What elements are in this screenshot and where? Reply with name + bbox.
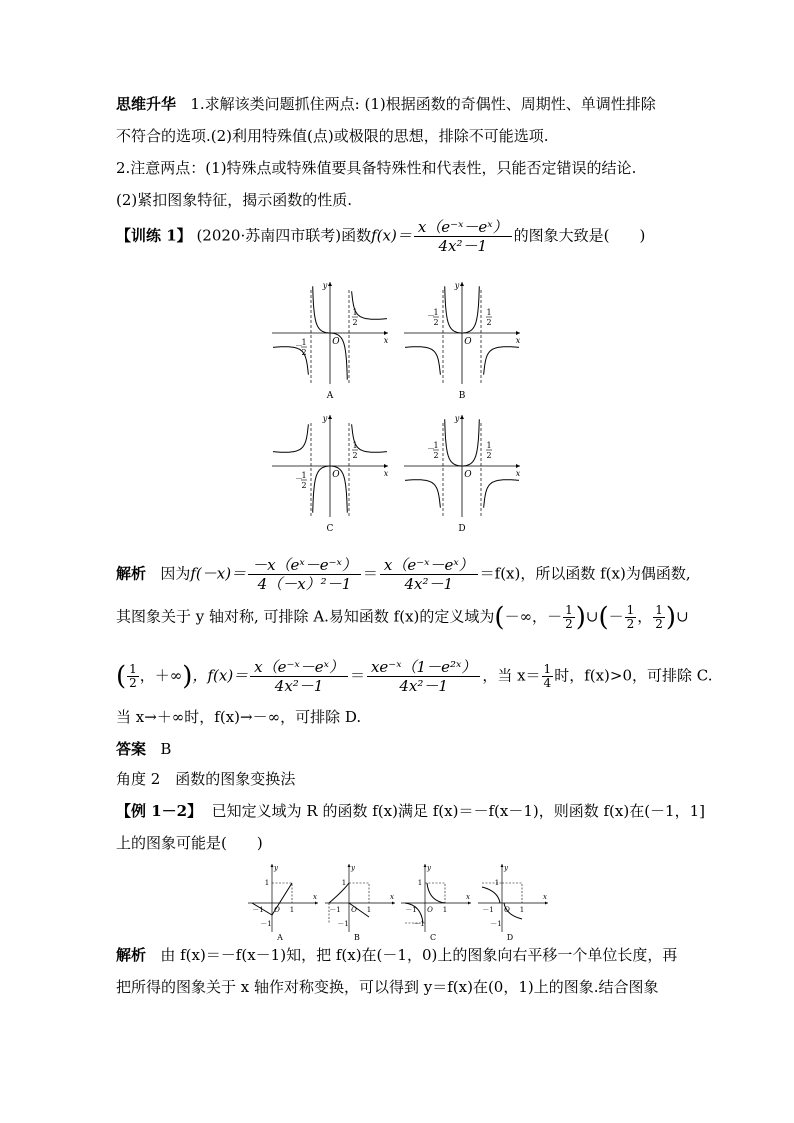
small-graph-letter-C: C [429, 933, 437, 942]
tick-half-pos-num: 1 [352, 441, 358, 450]
tick-half-neg-den: 2 [301, 481, 307, 490]
minus-sign-2: － [608, 607, 624, 626]
tick-minus-one-x: －1 [482, 906, 494, 914]
half-2-num: 1 [626, 603, 635, 617]
origin-label: O [504, 906, 510, 914]
half-4-den: 2 [129, 676, 137, 690]
x-axis-arrow [392, 902, 395, 905]
tick-half-pos-den: 2 [486, 318, 492, 327]
exercise-numerator: x（e⁻ˣ－eˣ） [414, 218, 512, 237]
exercise-intro: (2020·苏南四市联考)函数 [196, 226, 372, 245]
example-text-1: 已知定义域为 R 的函数 f(x)满足 f(x)＝－f(x－1)，则函数 f(x)在(－1，1] [211, 802, 705, 820]
curve-left [482, 887, 500, 903]
exercise-label: 【训练 1】 [116, 226, 192, 245]
small-graph-letter-A: A [277, 933, 283, 942]
x-axis-arrow [315, 902, 318, 905]
paren-open-1: ( [494, 602, 505, 633]
solution1-when: ，当 x＝ [482, 666, 541, 685]
x-axis-label: x [383, 336, 389, 345]
tick-minus-one-y: －1 [260, 920, 272, 928]
tick-half-neg-num: 1 [301, 471, 307, 480]
half-1-den: 2 [565, 617, 573, 631]
half-3-num: 1 [655, 603, 663, 617]
graph-letter-B: B [458, 391, 466, 401]
angle-heading: 角度 2 函数的图象变换法 [116, 770, 296, 788]
dashed-guide-top [272, 883, 292, 903]
graph-letter-A: A [326, 391, 334, 401]
exercise-tail: 的图象大致是( ) [513, 226, 646, 245]
tick-half-pos-num: 1 [486, 441, 492, 450]
x-label: x [543, 893, 547, 901]
x-label: x [313, 893, 317, 901]
tick-half-pos-num: 1 [352, 308, 358, 317]
dashed-guide-top [425, 883, 445, 903]
tick-minus-one-x: －1 [329, 906, 341, 914]
tick-half-neg-num: 1 [433, 441, 439, 450]
tick-neg-sign: － [427, 311, 435, 320]
solution1-frac4-num: xe⁻ˣ（1－e²ˣ） [367, 658, 480, 677]
tick-one-x: 1 [289, 906, 295, 914]
solution1-text-a: 因为 [160, 564, 191, 583]
solution1-frac3-den: 4x²－1 [274, 677, 324, 695]
small-graph-c [401, 864, 471, 942]
solution1-text-c: 其图象关于 y 轴对称, 可排除 A.易知函数 f(x)的定义域为 [116, 607, 495, 626]
note-text-1: 2.注意两点：(1)特殊点或特殊值要具备特殊性和代表性，只能否定错误的结论. [116, 159, 637, 177]
half-4-num: 1 [129, 662, 137, 676]
union-sign-1: ∪ [585, 607, 599, 626]
summary-text-1: 1.求解该类问题抓住两点: (1)根据函数的奇偶性、周期性、单调性排除 [190, 95, 656, 113]
curve-left [329, 883, 349, 903]
tick-one-y: 1 [264, 879, 270, 887]
summary-label: 思维升华 [116, 95, 177, 113]
solution1-exclude-d: 当 x→＋∞时，f(x)→－∞，可排除 D. [116, 708, 362, 726]
origin-label: O [427, 906, 433, 914]
example-label: 【例 1－2】 [116, 802, 203, 820]
answer-label: 答案 [116, 740, 147, 758]
solution1-text-b: ＝f(x)，所以函数 f(x)为偶函数, [479, 564, 691, 583]
tick-minus-one-y: －1 [413, 920, 425, 928]
curve-right [427, 883, 445, 903]
tick-half-neg-den: 2 [433, 451, 439, 460]
y-label: y [274, 864, 278, 872]
tick-half-neg-num: 1 [301, 338, 307, 347]
origin-label: O [332, 470, 340, 480]
half-1-num: 1 [565, 603, 573, 617]
minus-sign: － [547, 607, 563, 626]
paren-close-2: ) [665, 602, 677, 633]
x-axis-arrow [468, 902, 471, 905]
solution1-frac3-num: x（e⁻ˣ－eˣ） [250, 658, 348, 677]
solution1-line-2: 其图象关于 y 轴对称, 可排除 A.易知函数 f(x)的定义域为(－∞，－ $\frac{1}{2}$ )∪(－ $\frac{1}{2}$ ， $\frac{1}{2}$ )∪ [116, 602, 689, 633]
quarter-den: 4 [543, 676, 552, 690]
origin-label: O [351, 906, 357, 914]
solution1-frac4-den: 4x²－1 [399, 677, 448, 695]
example-text-2: 上的图象可能是( ) [116, 834, 263, 852]
paren-open-2: ( [598, 602, 609, 633]
tick-minus-one-y: －1 [337, 920, 349, 928]
y-label: y [427, 864, 431, 872]
y-axis-label: y [454, 414, 460, 423]
origin-label: O [464, 470, 472, 480]
graph-letter-C: C [326, 524, 334, 534]
tick-half-neg-den: 2 [301, 348, 307, 357]
union-sign-2: ∪ [676, 607, 689, 626]
note-text-2: (2)紧扣图象特征，揭示函数的性质. [116, 191, 353, 209]
pos-infinity: ，＋∞ [139, 666, 183, 685]
solution1-frac2-den: 4x²－1 [404, 575, 454, 593]
solution2-line-2 [116, 976, 659, 998]
y-label: y [351, 864, 355, 872]
solution1-equals: ＝ [362, 564, 378, 583]
tick-half-neg-num: 1 [433, 308, 439, 317]
small-graph-letter-B: B [354, 933, 360, 942]
solution1-exclude-c: 时，f(x)>0，可排除 C. [554, 666, 713, 685]
tick-one-y: 1 [494, 879, 500, 887]
y-axis-label: y [322, 281, 328, 290]
tick-half-pos-num: 1 [486, 308, 492, 317]
summary-text-2: 不符合的选项.(2)利用特殊值(点)或极限的思想，排除不可能选项. [116, 127, 549, 145]
x-axis-arrow [545, 902, 548, 905]
solution1-fx: ，f(x)＝ [192, 666, 249, 685]
tick-half-pos-den: 2 [352, 451, 358, 460]
tick-half-pos-den: 2 [486, 451, 492, 460]
tick-one-x: 1 [519, 906, 525, 914]
tick-one-y: 1 [417, 879, 423, 887]
solution1-frac1-den: 4（－x）²－1 [257, 575, 352, 593]
tick-neg-sign: － [295, 474, 303, 483]
origin-label: O [332, 337, 340, 347]
neg-infinity: －∞， [504, 607, 548, 626]
x-axis-label: x [383, 469, 389, 478]
small-graph-b [325, 864, 395, 942]
y-axis-label: y [322, 414, 328, 423]
small-graph-a [248, 864, 318, 942]
graph-letter-D: D [458, 524, 466, 534]
x-axis-label: x [515, 336, 521, 345]
exercise-denominator: 4x²－1 [438, 237, 487, 255]
paren-close-1: ) [575, 602, 586, 633]
solution1-frac2-num: x（e⁻ˣ－eˣ） [380, 556, 478, 575]
small-graph-d [478, 864, 548, 942]
solution2-text-1: 由 f(x)＝－f(x－1)知，把 f(x)在(－1，0)上的图象向右平移一个单位长度，再 [160, 946, 678, 964]
tick-neg-sign: － [295, 341, 303, 350]
x-label: x [390, 893, 394, 901]
solution2-text-2: 把所得的图象关于 x 轴作对称变换，可以得到 y＝f(x)在(0，1)上的图象.结合图象 [116, 978, 659, 996]
tick-half-pos-den: 2 [352, 318, 358, 327]
tick-minus-one-x: －1 [405, 906, 417, 914]
solution1-frac1-num: －x（eˣ－e⁻ˣ） [248, 556, 361, 575]
paren-open-3: ( [116, 661, 127, 692]
tick-one-x: 1 [442, 906, 448, 914]
y-label: y [504, 864, 508, 872]
tick-minus-one-x: －1 [252, 906, 264, 914]
origin-label: O [274, 906, 280, 914]
solution2-line-1 [116, 944, 677, 966]
tick-half-neg-den: 2 [433, 318, 439, 327]
solution1-fneg: f(－x)＝ [190, 564, 247, 583]
origin-label: O [464, 337, 472, 347]
x-axis-label: x [515, 469, 521, 478]
dashed-guide-top [349, 883, 369, 903]
solution1-label: 解析 [116, 564, 147, 583]
half-3-den: 2 [655, 617, 663, 631]
small-graph-letter-D: D [506, 933, 514, 942]
half-2-den: 2 [626, 617, 635, 631]
tick-minus-one-y: －1 [490, 920, 502, 928]
tick-one-y: 1 [341, 879, 347, 887]
quarter-num: 1 [543, 662, 552, 676]
tick-neg-sign: － [427, 444, 435, 453]
paren-close-3: ) [182, 661, 193, 692]
dashed-guide-top [502, 883, 522, 903]
solution2-label: 解析 [116, 946, 147, 964]
y-axis-label: y [454, 281, 460, 290]
x-label: x [466, 893, 470, 901]
exercise-fx: f(x)＝ [371, 226, 412, 245]
answer-value: B [160, 740, 172, 758]
tick-one-x: 1 [366, 906, 372, 914]
solution1-equals-2: ＝ [349, 666, 365, 685]
